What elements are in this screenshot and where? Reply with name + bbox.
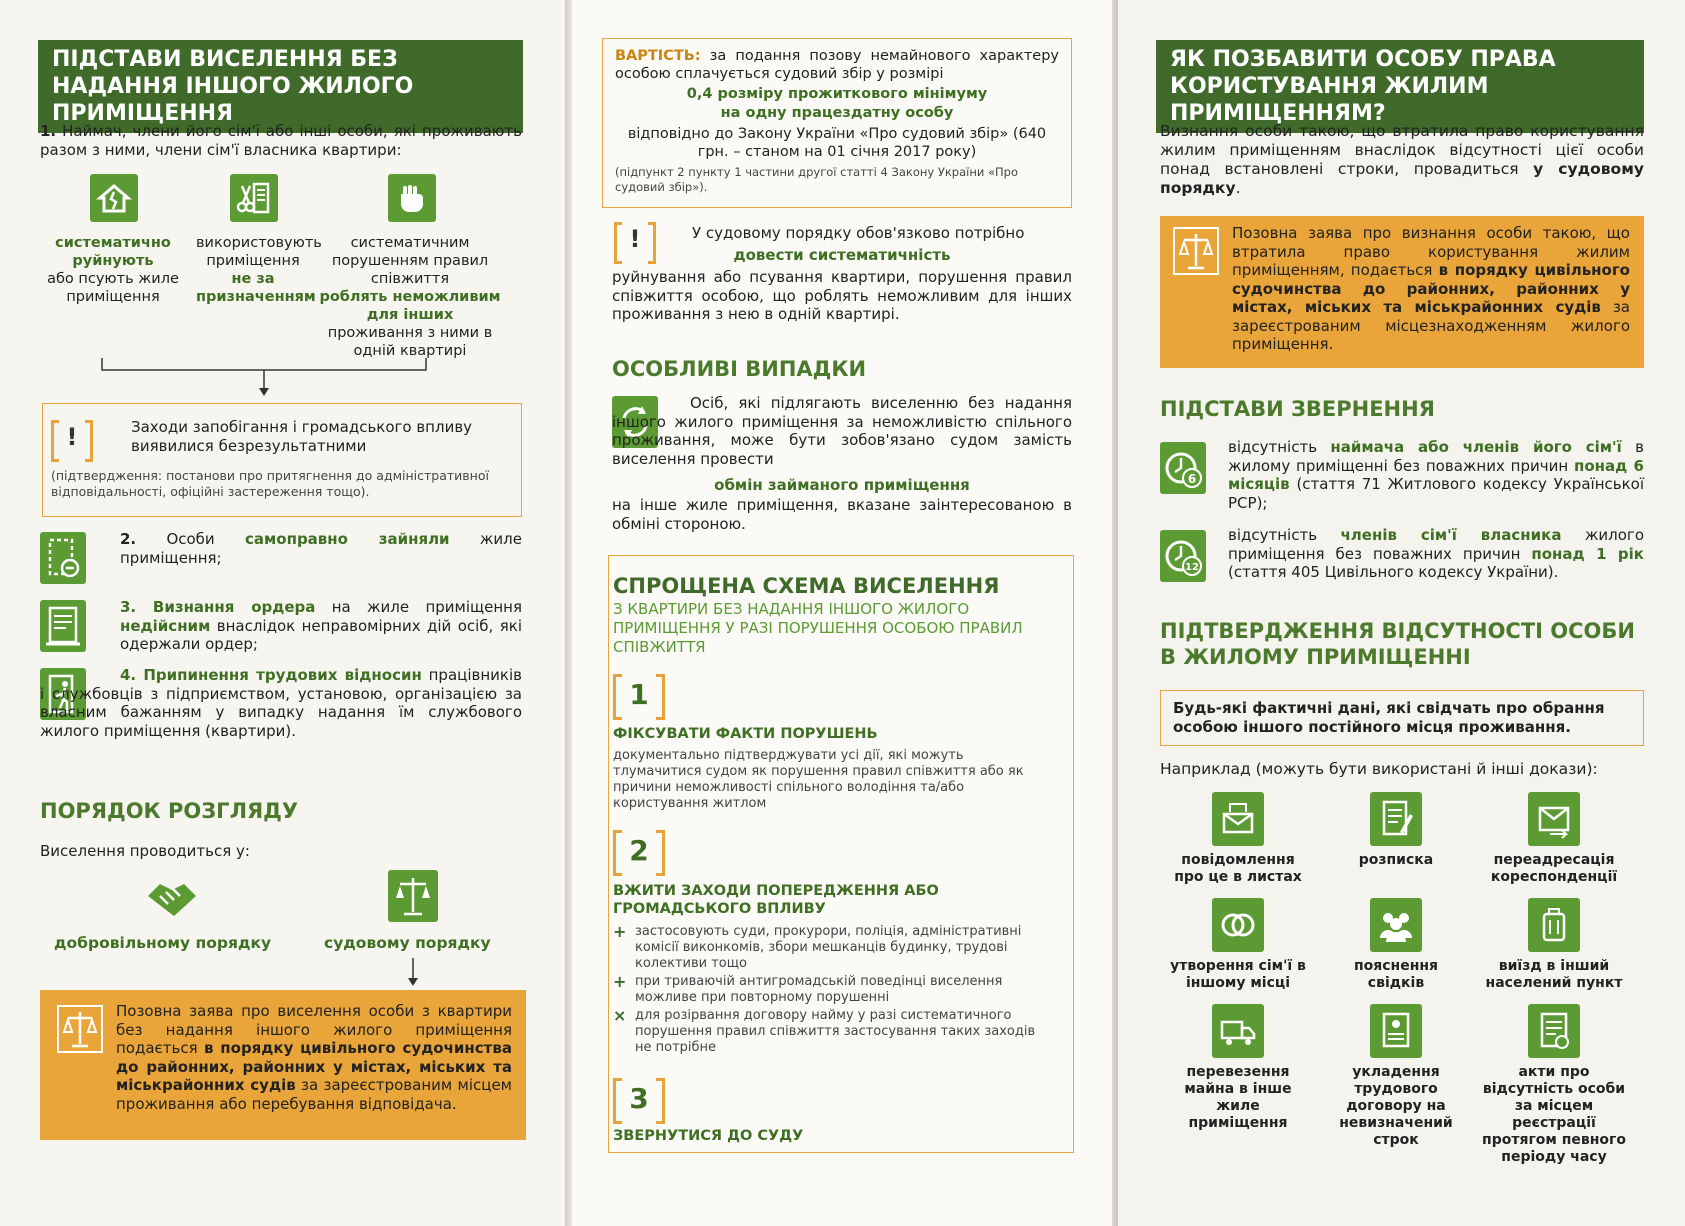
order-intro: Виселення проводиться у: bbox=[40, 842, 250, 860]
proof-box bbox=[1160, 690, 1644, 746]
item2-post: жиле приміщення; bbox=[120, 530, 522, 567]
ground1-pre: відсутність bbox=[1228, 438, 1318, 456]
ground1-mid: в жилому приміщенні без поважних причин bbox=[1228, 438, 1644, 475]
step2-item-mark: × bbox=[613, 1006, 627, 1025]
evidence-label: утворення сім'ї в іншому місці bbox=[1170, 958, 1306, 991]
item3-bold: 3. Визнання ордера bbox=[120, 598, 316, 616]
grounds-title: ПІДСТАВИ ЗВЕРНЕННЯ bbox=[1160, 397, 1435, 421]
right-title: ЯК ПОЗБАВИТИ ОСОБУ ПРАВА КОРИСТУВАННЯ ЖИЛИМ ПРИМІЩЕННЯМ? bbox=[1156, 40, 1644, 133]
court-order: судовому порядку bbox=[324, 934, 491, 952]
court-note-pre: У судовому порядку обов'язково потрібно bbox=[692, 224, 1025, 242]
clock-6-number: 6 bbox=[1187, 472, 1197, 486]
court-arrow bbox=[406, 958, 420, 988]
court-note-post: руйнування або псування квартири, порушення правил співжиття особою, що роблять неможливим для інших проживання з нею в одній квартирі. bbox=[612, 268, 1072, 323]
left-panel bbox=[0, 0, 565, 1226]
court-claim-post: за зареєстрованим місцем проживання або перебування відповідача. bbox=[116, 1076, 512, 1113]
cost-law: відповідно до Закону України «Про судовий збір» (640 грн. – станом на 01 січня 2017 року) bbox=[627, 126, 1047, 160]
item2 bbox=[120, 530, 522, 567]
cost-bold-line1: 0,4 розміру прожиткового мінімуму bbox=[686, 86, 988, 102]
evidence-label: повідомлення про це в листах bbox=[1174, 852, 1302, 885]
cost-small: (підпункт 2 пункту 1 частини другої статті 4 Закону України «Про судовий збір»). bbox=[615, 165, 1018, 194]
cost-bold-line2: на одну працездатну особу bbox=[720, 105, 954, 121]
order-document-icon bbox=[40, 600, 86, 652]
scheme-title: СПРОЩЕНА СХЕМА ВИСЕЛЕННЯ bbox=[613, 574, 1000, 598]
step1-title: ФІКСУВАТИ ФАКТИ ПОРУШЕНЬ bbox=[613, 726, 878, 742]
claim-box bbox=[1160, 216, 1644, 368]
step1-number bbox=[613, 674, 665, 720]
cost-text: за подання позову немайнового характеру особою сплачується судовий збір у розмірі bbox=[615, 48, 1059, 82]
col-violation bbox=[316, 234, 504, 360]
evidence-label: виїзд в інший населений пункт bbox=[1485, 958, 1623, 991]
col-misuse-bold: не за призначенням bbox=[196, 271, 316, 305]
middle-panel bbox=[572, 0, 1112, 1226]
item3-post: внаслідок неправомірних дій осіб, які одержали ордер; bbox=[120, 616, 522, 653]
seized-document-icon bbox=[40, 532, 86, 584]
step2-item-mark: + bbox=[613, 972, 627, 991]
ground2 bbox=[1228, 526, 1644, 582]
step3-number bbox=[613, 1078, 665, 1124]
cost-text-block bbox=[615, 47, 1059, 83]
proof-text: Будь-які фактичні дані, які свідчать про обрання особою іншого постійного місця проживання. bbox=[1173, 699, 1605, 736]
item3-mid: на жиле приміщення bbox=[331, 598, 522, 616]
evidence-label: укладення трудового договору на невизначений строк bbox=[1339, 1064, 1453, 1148]
evidence-label: перевезення майна в інше жиле приміщення bbox=[1184, 1064, 1292, 1131]
right-intro: Визнання особи такою, що втратила право користування жилим приміщенням внаслідок відсутності цієї особи понад встановлені строки, провадиться у судовому порядку. bbox=[1160, 122, 1644, 197]
step2-item-text: при триваючій антигромадській поведінці виселення можливе при повторному порушенні bbox=[635, 974, 1003, 1005]
step2-item-text: застосовують суди, прокурори, поліція, адміністративні комісії виконкомів, збори мешканців будинку, трудові колективи тощо bbox=[635, 924, 1022, 971]
col-damage-rest: або псують жиле приміщення bbox=[47, 271, 179, 305]
act-document-icon bbox=[1528, 1004, 1580, 1058]
court-claim-bold: в порядку цивільного судочинства до районних, районних у містах, міських та міськрайонних судів bbox=[116, 1039, 512, 1094]
special-title: ОСОБЛИВІ ВИПАДКИ bbox=[612, 357, 867, 381]
step3-title: ЗВЕРНУТИСЯ ДО СУДУ bbox=[613, 1128, 804, 1144]
scales-outline-icon bbox=[56, 1004, 104, 1054]
court-note-bold: довести систематичність bbox=[733, 246, 951, 264]
evidence-label: акти про відсутність особи за місцем реєстрації протягом певного періоду часу bbox=[1482, 1064, 1626, 1165]
step1-digit: 1 bbox=[629, 678, 649, 711]
item1 bbox=[40, 122, 522, 159]
exclamation-icon: ! bbox=[51, 420, 93, 462]
item1-number: 1. bbox=[40, 122, 57, 140]
right-panel bbox=[1118, 0, 1685, 1226]
voluntary-order: добровільному порядку bbox=[54, 934, 272, 952]
item1-text: Наймач, члени його сім'ї або інші особи, які проживають разом з ними, члени сім'ї власника квартири: bbox=[40, 122, 522, 159]
claim-pre: Позовна заява про визнання особи такою, що втратила право користування жилим приміщенням, подається bbox=[1232, 224, 1630, 279]
cost-label: ВАРТІСТЬ: bbox=[615, 48, 701, 64]
step2-list bbox=[613, 924, 1063, 1060]
ineffective-measures-note bbox=[42, 403, 522, 517]
evidence-label: розписка bbox=[1358, 852, 1434, 868]
ground1-bold: наймача або членів його сім'ї bbox=[1330, 438, 1622, 456]
col-damage bbox=[44, 234, 182, 306]
ground2-post: (стаття 405 Цивільного кодексу України). bbox=[1228, 563, 1559, 581]
col-misuse bbox=[196, 234, 322, 306]
cost-box bbox=[602, 38, 1072, 208]
step3-digit: 3 bbox=[629, 1082, 649, 1115]
proof-title: ПІДТВЕРДЖЕННЯ ВІДСУТНОСТІ ОСОБИ В ЖИЛОМУ ПРИМІЩЕННІ bbox=[1160, 619, 1635, 669]
cost-bold bbox=[615, 85, 1059, 123]
ground2-bold: членів сім'ї власника bbox=[1340, 526, 1562, 544]
special-post: на інше жиле приміщення, вказане заінтересованою в обміні стороною. bbox=[612, 496, 1072, 533]
step2-digit: 2 bbox=[629, 834, 649, 867]
handshake-icon bbox=[142, 870, 202, 924]
step2-item-mark: + bbox=[613, 922, 627, 941]
suitcase-icon bbox=[1528, 898, 1580, 952]
step1-text: документально підтверджувати усі дії, які можуть тлумачитися судом як порушення правил співжиття або як причини неможливості спільного володіння та/або користування житлом bbox=[613, 748, 1024, 811]
step2-item bbox=[613, 974, 1063, 1008]
step2-item bbox=[613, 1008, 1063, 1060]
col-damage-bold: систематично руйнують bbox=[55, 235, 171, 269]
envelope-icon bbox=[1212, 792, 1264, 846]
item3-bold2: недійсним bbox=[120, 616, 211, 635]
court-claim-box bbox=[40, 990, 526, 1140]
exclamation-icon-2: ! bbox=[614, 222, 656, 264]
left-title: ПІДСТАВИ ВИСЕЛЕННЯ БЕЗ НАДАННЯ ІНШОГО ЖИЛОГО ПРИМІЩЕННЯ bbox=[38, 40, 523, 133]
special-text: Осіб, які підлягають виселенню без надання іншого жилого приміщення за неможливістю спільного проживання, може бути зобов'язано судом замість виселення провести bbox=[612, 394, 1072, 468]
ground1-bold2: понад 6 місяців bbox=[1228, 456, 1644, 493]
clock-12-icon bbox=[1160, 530, 1206, 582]
col-violation-pre: систематичним порушенням правил співжиття bbox=[331, 235, 489, 287]
evidence-label: переадресація кореспонденції bbox=[1490, 852, 1618, 885]
evidence-label: пояснення свідків bbox=[1353, 958, 1439, 991]
order-title: ПОРЯДОК РОЗГЛЯДУ bbox=[40, 799, 299, 823]
court-claim-text bbox=[116, 1002, 512, 1113]
merge-bracket-arrow bbox=[100, 358, 440, 400]
right-intro-bold: у судовому порядку bbox=[1160, 160, 1644, 197]
ground2-bold2: понад 1 рік bbox=[1531, 544, 1644, 563]
clock-12-number: 12 bbox=[1185, 562, 1199, 573]
fist-icon bbox=[388, 174, 436, 222]
fold-gutter-left bbox=[565, 0, 572, 1226]
witnesses-icon bbox=[1370, 898, 1422, 952]
ground2-mid: жилого приміщення без поважних причин bbox=[1228, 526, 1644, 563]
special-bold: обмін займаного приміщення bbox=[714, 476, 970, 494]
redirect-mail-icon bbox=[1528, 792, 1580, 846]
step2-title: ВЖИТИ ЗАХОДИ ПОПЕРЕДЖЕННЯ АБО ГРОМАДСЬКОГО ВПЛИВУ bbox=[613, 883, 939, 917]
rings-icon bbox=[1212, 898, 1264, 952]
scales-outline-icon-2 bbox=[1172, 226, 1220, 276]
clock-6-icon bbox=[1160, 442, 1206, 494]
claim-bold: в порядку цивільного судочинства до районних, районних у містах, міських та міськрайонних судів bbox=[1232, 261, 1630, 316]
receipt-icon bbox=[1370, 792, 1422, 846]
ground1 bbox=[1228, 438, 1644, 512]
note-main: Заходи запобігання і громадського впливу виявилися безрезультатними bbox=[131, 418, 473, 455]
col-misuse-pre: використовують приміщення bbox=[196, 235, 322, 269]
col-violation-post: проживання з ними в одній квартирі bbox=[327, 325, 493, 359]
note-small: (підтвердження: постанови про притягнення до адміністративної відповідальності, офіційні застереження тощо). bbox=[51, 468, 489, 499]
ground2-pre: відсутність bbox=[1228, 526, 1318, 544]
court-claim-pre: Позовна заява про виселення особи з квартири без надання іншого жилого приміщення подається bbox=[116, 1002, 512, 1057]
step2-item bbox=[613, 924, 1063, 974]
item2-number: 2. bbox=[120, 530, 137, 548]
item4-bold: 4. Припинення трудових відносин bbox=[120, 666, 422, 684]
truck-icon bbox=[1212, 1004, 1264, 1058]
col-violation-bold: роблять неможливим для інших bbox=[319, 289, 501, 323]
example-intro: Наприклад (можуть бути використані й інші докази): bbox=[1160, 760, 1598, 778]
broken-house-icon bbox=[90, 174, 138, 222]
claim-text bbox=[1232, 224, 1630, 354]
claim-post: за зареєстрованим місцезнаходженням жилого приміщення. bbox=[1232, 298, 1630, 353]
scheme-box bbox=[608, 555, 1074, 1153]
item2-bold: самоправно зайняли bbox=[245, 530, 450, 548]
scissors-document-icon bbox=[230, 174, 278, 222]
scheme-subtitle: З КВАРТИРИ БЕЗ НАДАННЯ ІНШОГО ЖИЛОГО ПРИМІЩЕННЯ У РАЗІ ПОРУШЕННЯ ОСОБОЮ ПРАВИЛ СПІВЖИТТЯ bbox=[613, 600, 1023, 656]
right-intro-text: Визнання особи такою, що втратила право користування жилим приміщенням внаслідок відсутності цієї особи понад встановлені строки, провадиться bbox=[1160, 122, 1644, 178]
item3 bbox=[120, 598, 522, 654]
step2-number bbox=[613, 830, 665, 876]
item4-post: працівників і службовців з підприємством, установою, організацією за власним бажанням у випадку надання їм службового жилого приміщення (квартири). bbox=[40, 666, 522, 740]
step2-item-text: для розірвання договору найму у разі систематичного порушення правил співжиття застосування таких заходів не потрібне bbox=[635, 1008, 1036, 1055]
ground1-post: (стаття 71 Житлового кодексу Української РСР); bbox=[1228, 475, 1644, 512]
scales-icon bbox=[386, 868, 440, 924]
item2-pre: Особи bbox=[166, 530, 215, 548]
item4 bbox=[40, 666, 522, 740]
contract-icon bbox=[1370, 1004, 1422, 1058]
